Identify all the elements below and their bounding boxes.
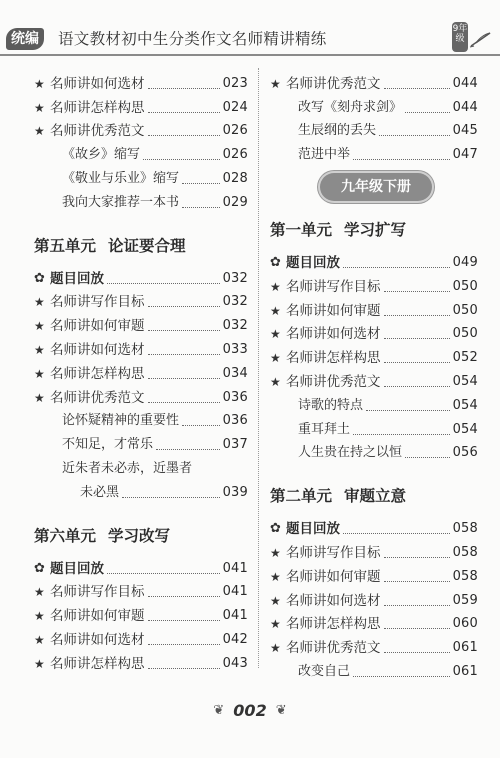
toc-essay-entry[interactable] xyxy=(34,189,248,213)
toc-entry-page: 033 xyxy=(222,341,248,357)
dot-leader xyxy=(353,159,450,160)
dot-leader xyxy=(384,605,450,606)
toc-essay-entry[interactable] xyxy=(34,165,248,189)
toc-entry-title: 题目回放 xyxy=(50,560,104,577)
toc-entry-title: 名师讲写作目标 xyxy=(50,294,145,311)
star-icon: ★ xyxy=(34,342,45,357)
star-icon: ★ xyxy=(34,585,45,600)
toc-entry[interactable] xyxy=(270,634,478,658)
toc-entry-page: 050 xyxy=(452,278,478,294)
toc-essay-entry[interactable] xyxy=(270,141,478,165)
toc-entry-page: 059 xyxy=(452,592,478,608)
toc-entry-title: 名师讲怎样构思 xyxy=(50,99,145,116)
dot-leader xyxy=(148,596,220,597)
toc-entry-title: 名师讲写作目标 xyxy=(50,584,145,601)
toc-entry-page: 029 xyxy=(222,194,248,210)
star-icon: ★ xyxy=(34,319,45,334)
toc-entry-title: 名师讲怎样构思 xyxy=(50,365,145,382)
toc-entry[interactable] xyxy=(34,384,248,408)
toc-entry-page: 061 xyxy=(452,640,478,656)
toc-entry-title: 名师讲如何审题 xyxy=(286,568,381,585)
dot-leader xyxy=(148,354,220,355)
toc-essay-title: 范进中举 xyxy=(298,147,351,163)
star-icon: ★ xyxy=(270,569,281,584)
star-icon: ★ xyxy=(270,279,281,294)
dot-leader xyxy=(405,457,450,458)
page-header xyxy=(0,0,500,58)
toc-entry-page: 056 xyxy=(452,445,478,461)
toc-essay-entry[interactable] xyxy=(270,94,478,118)
toc-essay-entry[interactable] xyxy=(270,392,478,416)
toc-entry-page: 045 xyxy=(452,123,478,139)
toc-entry-page: 041 xyxy=(222,608,248,624)
unit-name: 学习扩写 xyxy=(344,221,407,240)
toc-review-entry[interactable] xyxy=(270,515,478,539)
toc-entry-page: 041 xyxy=(222,584,248,600)
quill-pen-icon xyxy=(468,30,494,48)
unit-heading[interactable] xyxy=(34,515,248,555)
flower-icon: ✿ xyxy=(270,521,281,537)
dot-leader xyxy=(148,378,220,379)
toc-right-column xyxy=(270,70,478,682)
toc-entry-title: 名师讲如何选材 xyxy=(286,592,381,609)
toc-entry[interactable] xyxy=(34,94,248,118)
unit-heading[interactable] xyxy=(34,225,248,265)
flourish-left-icon: ❦ xyxy=(213,703,225,718)
star-icon: ★ xyxy=(270,374,281,389)
toc-entry-page: 023 xyxy=(222,75,248,91)
toc-entry-title: 名师讲如何选材 xyxy=(50,75,145,92)
toc-entry-page: 034 xyxy=(222,365,248,381)
toc-entry-page: 044 xyxy=(452,99,478,115)
toc-entry[interactable] xyxy=(34,360,248,384)
toc-entry-page: 058 xyxy=(452,568,478,584)
volume-banner xyxy=(270,169,478,207)
toc-essay-entry[interactable] xyxy=(34,408,248,432)
toc-review-entry[interactable] xyxy=(270,249,478,273)
toc-entry-page: 026 xyxy=(222,123,248,139)
toc-entry[interactable] xyxy=(34,650,248,674)
toc-entry[interactable] xyxy=(270,321,478,345)
toc-entry[interactable] xyxy=(34,579,248,603)
dot-leader xyxy=(156,449,220,450)
dot-leader xyxy=(384,88,450,89)
dot-leader xyxy=(148,135,220,136)
dot-leader xyxy=(384,291,450,292)
toc-entry-page: 058 xyxy=(452,544,478,560)
dot-leader xyxy=(384,628,450,629)
toc-entry[interactable] xyxy=(270,563,478,587)
unit-heading[interactable] xyxy=(270,209,478,249)
toc-essay-entry[interactable] xyxy=(270,416,478,440)
dot-leader xyxy=(122,497,220,498)
toc-essay-title: 我向大家推荐一本书 xyxy=(62,194,180,210)
toc-entry-page: 047 xyxy=(452,147,478,163)
toc-entry-page: 044 xyxy=(452,75,478,91)
book-title: 语文教材初中生分类作文名师精讲精练 xyxy=(58,30,327,48)
dot-leader xyxy=(148,620,220,621)
toc-essay-entry-line1[interactable] xyxy=(34,455,248,479)
toc-entry-title: 题目回放 xyxy=(50,270,104,287)
star-icon: ★ xyxy=(34,632,45,647)
flower-icon: ✿ xyxy=(270,254,281,270)
toc-entry-page: 042 xyxy=(222,631,248,647)
spacer xyxy=(34,213,248,225)
toc-essay-entry[interactable] xyxy=(270,440,478,464)
star-icon: ★ xyxy=(270,617,281,632)
dot-leader xyxy=(384,557,450,558)
toc-entry-title: 名师讲优秀范文 xyxy=(286,640,381,657)
toc-entry-page: 039 xyxy=(222,484,248,500)
toc-entry-page: 028 xyxy=(222,170,248,186)
toc-essay-title: 论怀疑精神的重要性 xyxy=(62,413,180,429)
toc-entry-page: 054 xyxy=(452,397,478,413)
dot-leader xyxy=(182,183,220,184)
toc-entry-page: 041 xyxy=(222,560,248,576)
toc-entry-title: 名师讲怎样构思 xyxy=(50,655,145,672)
dot-leader xyxy=(343,267,450,268)
toc-entry-page: 036 xyxy=(222,413,248,429)
toc-entry-title: 名师讲优秀范文 xyxy=(286,373,381,390)
toc-entry[interactable] xyxy=(270,70,478,94)
star-icon: ★ xyxy=(270,303,281,318)
flower-icon: ✿ xyxy=(34,560,45,576)
flourish-right-icon: ❦ xyxy=(275,703,287,718)
toc-entry-page: 054 xyxy=(452,421,478,437)
dot-leader xyxy=(148,402,220,403)
dot-leader xyxy=(148,668,220,669)
star-icon: ★ xyxy=(34,76,45,91)
star-icon: ★ xyxy=(34,124,45,139)
toc-entry-page: 061 xyxy=(452,663,478,679)
dot-leader xyxy=(148,306,220,307)
toc-entry-page: 036 xyxy=(222,389,248,405)
star-icon: ★ xyxy=(34,295,45,310)
unit-name: 审题立意 xyxy=(344,487,407,506)
toc-entry[interactable] xyxy=(270,587,478,611)
dot-leader xyxy=(107,573,220,574)
dot-leader xyxy=(384,338,450,339)
unit-label: 第六单元 xyxy=(34,526,97,545)
toc-essay-entry[interactable] xyxy=(270,118,478,142)
grade-badge: 9年级 xyxy=(452,22,468,52)
star-icon: ★ xyxy=(270,641,281,656)
dot-leader xyxy=(384,362,450,363)
unit-label: 第五单元 xyxy=(34,236,97,255)
toc-entry-title: 名师讲怎样构思 xyxy=(286,616,381,633)
toc-entry[interactable] xyxy=(270,297,478,321)
unit-name: 论证要合理 xyxy=(108,236,186,255)
toc-essay-title: 近朱者未必赤，近墨者 xyxy=(62,460,193,476)
toc-entry[interactable] xyxy=(34,336,248,360)
toc-entry-page: 032 xyxy=(222,270,248,286)
toc-entry[interactable] xyxy=(34,70,248,94)
toc-essay-entry-line2[interactable] xyxy=(34,479,248,503)
toc-entry[interactable] xyxy=(34,626,248,650)
toc-essay-title: 《敬业与乐业》缩写 xyxy=(62,170,180,186)
toc-entry-page: 054 xyxy=(452,373,478,389)
toc-entry-page: 050 xyxy=(452,326,478,342)
toc-review-entry[interactable] xyxy=(34,265,248,289)
toc-entry-title: 名师讲写作目标 xyxy=(286,278,381,295)
toc-entry-title: 名师讲如何选材 xyxy=(50,341,145,358)
unit-name: 学习改写 xyxy=(108,526,171,545)
toc-entry-page: 052 xyxy=(452,350,478,366)
toc-essay-entry[interactable] xyxy=(34,431,248,455)
toc-essay-title: 改变自己 xyxy=(298,663,351,679)
star-icon: ★ xyxy=(34,609,45,624)
toc-entry[interactable] xyxy=(34,602,248,626)
toc-essay-title: 《故乡》缩写 xyxy=(62,147,141,163)
dot-leader xyxy=(182,425,220,426)
toc-entry-title: 名师讲如何选材 xyxy=(286,326,381,343)
toc-entry-title: 名师讲如何审题 xyxy=(50,318,145,335)
toc-entry-title: 名师讲如何审题 xyxy=(50,608,145,625)
toc-entry-title: 名师讲优秀范文 xyxy=(50,389,145,406)
dot-leader xyxy=(384,652,450,653)
toc-entry-page: 058 xyxy=(452,521,478,537)
star-icon: ★ xyxy=(34,390,45,405)
dot-leader xyxy=(148,88,220,89)
star-icon: ★ xyxy=(270,327,281,342)
toc-left-column xyxy=(34,70,248,674)
column-divider xyxy=(258,68,259,668)
star-icon: ★ xyxy=(34,656,45,671)
toc-entry-title: 名师讲怎样构思 xyxy=(286,350,381,367)
star-icon: ★ xyxy=(34,100,45,115)
toc-essay-entry[interactable] xyxy=(270,658,478,682)
toc-entry-title: 题目回放 xyxy=(286,521,340,538)
toc-entry-page: 032 xyxy=(222,318,248,334)
spacer xyxy=(270,463,478,475)
toc-entry[interactable] xyxy=(270,368,478,392)
unit-label: 第二单元 xyxy=(270,487,333,506)
toc-entry-title: 名师讲如何审题 xyxy=(286,302,381,319)
toc-essay-title: 人生贵在持之以恒 xyxy=(298,445,403,461)
toc-entry[interactable] xyxy=(270,273,478,297)
toc-essay-title-continued: 未必黑 xyxy=(80,484,120,500)
volume-banner-text: 九年级下册 xyxy=(341,179,411,196)
toc-entry[interactable] xyxy=(270,344,478,368)
page-number: 002 xyxy=(233,701,267,720)
toc-entry-page: 043 xyxy=(222,655,248,671)
spacer xyxy=(34,503,248,515)
toc-entry[interactable] xyxy=(270,539,478,563)
toc-entry[interactable] xyxy=(34,118,248,142)
dot-leader xyxy=(148,112,220,113)
toc-entry-page: 032 xyxy=(222,294,248,310)
toc-review-entry[interactable] xyxy=(34,555,248,579)
toc-entry-page: 037 xyxy=(222,437,248,453)
toc-essay-entry[interactable] xyxy=(34,141,248,165)
star-icon: ★ xyxy=(270,593,281,608)
dot-leader xyxy=(366,410,450,411)
toc-essay-title: 生辰纲的丢失 xyxy=(298,123,377,139)
toc-entry[interactable] xyxy=(34,289,248,313)
toc-essay-title: 诗歌的特点 xyxy=(298,397,364,413)
toc-entry-title: 名师讲优秀范文 xyxy=(286,75,381,92)
toc-entry[interactable] xyxy=(270,611,478,635)
flower-icon: ✿ xyxy=(34,270,45,286)
dot-leader xyxy=(405,112,450,113)
header-rule xyxy=(0,54,500,56)
dot-leader xyxy=(379,135,450,136)
dot-leader xyxy=(148,644,220,645)
dot-leader xyxy=(384,386,450,387)
dot-leader xyxy=(148,330,220,331)
toc-essay-title: 改写《刻舟求剑》 xyxy=(298,99,403,115)
star-icon: ★ xyxy=(34,366,45,381)
dot-leader xyxy=(107,283,220,284)
toc-entry-title: 题目回放 xyxy=(286,254,340,271)
toc-essay-title: 重耳拜土 xyxy=(298,421,351,437)
dot-leader xyxy=(384,581,450,582)
dot-leader xyxy=(353,676,450,677)
toc-entry-title: 名师讲写作目标 xyxy=(286,544,381,561)
star-icon: ★ xyxy=(270,545,281,560)
star-icon: ★ xyxy=(270,76,281,91)
dot-leader xyxy=(353,434,450,435)
toc-entry-page: 024 xyxy=(222,99,248,115)
unit-label: 第一单元 xyxy=(270,221,333,240)
unit-heading[interactable] xyxy=(270,475,478,515)
toc-entry-page: 026 xyxy=(222,147,248,163)
dot-leader xyxy=(143,159,220,160)
star-icon: ★ xyxy=(270,351,281,366)
dot-leader xyxy=(384,315,450,316)
page-footer xyxy=(0,700,500,730)
toc-entry-page: 050 xyxy=(452,302,478,318)
toc-entry-title: 名师讲优秀范文 xyxy=(50,123,145,140)
series-logo: 统编 xyxy=(6,28,44,50)
toc-entry-page: 049 xyxy=(452,254,478,270)
toc-entry-page: 060 xyxy=(452,616,478,632)
toc-essay-title: 不知足，才常乐 xyxy=(62,437,154,453)
dot-leader xyxy=(182,207,220,208)
dot-leader xyxy=(343,533,450,534)
toc-entry[interactable] xyxy=(34,312,248,336)
toc-entry-title: 名师讲如何选材 xyxy=(50,631,145,648)
